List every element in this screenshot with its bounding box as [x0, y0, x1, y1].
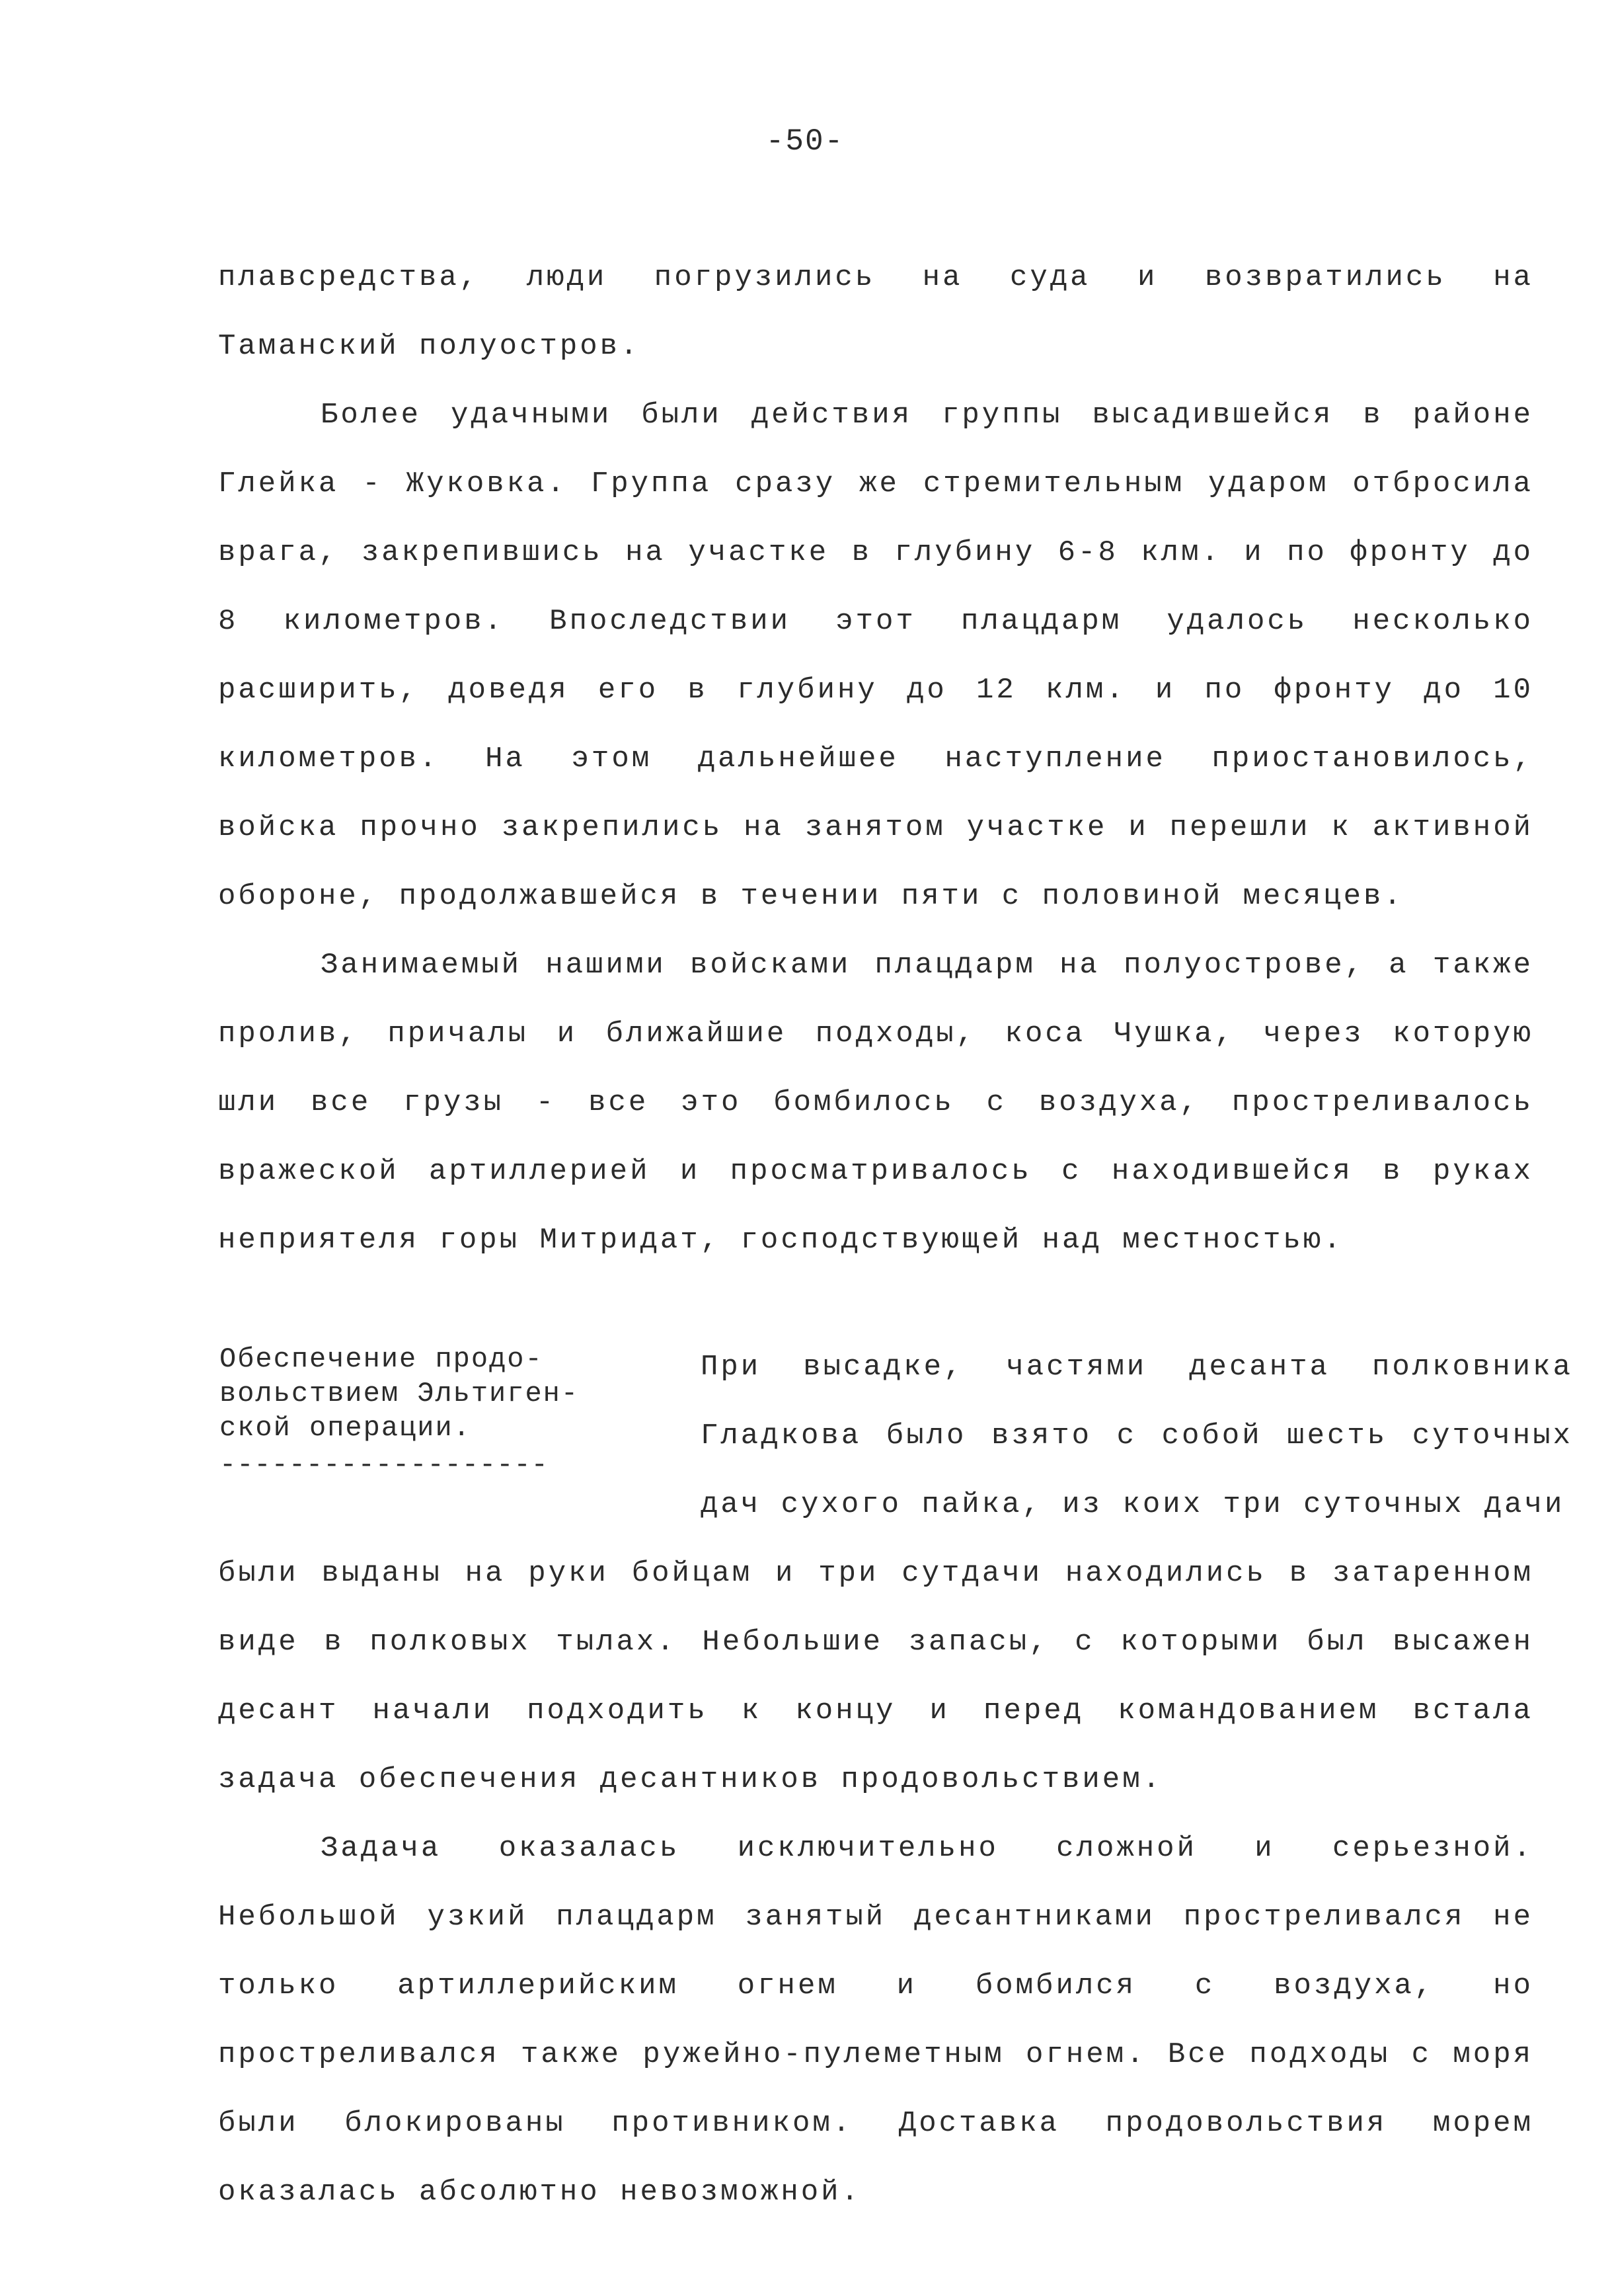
paragraph-gleika-zhukovka: Более удачными были действия группы высадившейся в районе Глейка - Жуковка. Группа сразу же стремительным ударом отбросила врага, закрепившись на участке в глубину 6-8 клм. и по фронту до 8 километров. Впоследствии этот плацдарм удалось несколько расширить, доведя его в глубину до 12 клм. и по фронту до 10 километров. На этом дальнейшее наступление приостановилось, войска прочно закрепились на занятом участке и перешли к активной обороне, продолжавшейся в течении пяти с половиной месяцев. — [218, 399, 1533, 913]
paragraph-task-difficulty: Задача оказалась исключительно сложной и серьезной. Небольшой узкий плацдарм занятый десантниками простреливался не только артиллерийским огнем и бомбился с воздуха, но простреливался также ружейно-пулеметным огнем. Все подходы с моря были блокированы противником. Доставка продовольствия морем оказалась абсолютно невозможной. — [218, 1832, 1533, 2209]
body-text-bottom — [218, 1539, 1533, 2227]
margin-heading — [219, 1342, 616, 1482]
paragraph-continuation: плавсредства, люди погрузились на суда и возвратились на Таманский полуостров. — [218, 261, 1533, 363]
page-number: -50- — [765, 124, 845, 159]
margin-heading-line: вольствием Эльтиген- — [219, 1378, 580, 1409]
margin-heading-rule: ------------------- — [219, 1449, 549, 1481]
paragraph-beside-heading: При высадке, частями десанта полковника Гладкова было взято с собой шесть суточных дач сухого пайка, из коих три суточных дачи — [701, 1351, 1573, 1521]
paragraph-rations: были выданы на руки бойцам и три сутдачи находились в затаренном виде в полковых тылах. Небольшие запасы, с которыми был высажен десант начали подходить к концу и перед командованием встала задача обеспечения десантников продовольствием. — [218, 1557, 1533, 1796]
margin-heading-line: ской операции. — [219, 1412, 471, 1444]
margin-heading-line: Обеспечение продо- — [219, 1343, 543, 1375]
body-text-top — [218, 243, 1533, 1275]
paragraph-placdarm: Занимаемый нашими войсками плацдарм на полуострове, а также пролив, причалы и ближайшие подходы, коса Чушка, через которую шли все грузы - все это бомбилось с воздуха, простреливалось вражеской артиллерией и просматривалось с находившейся в руках неприятеля горы Митридат, господствующей над местностью. — [218, 949, 1533, 1257]
